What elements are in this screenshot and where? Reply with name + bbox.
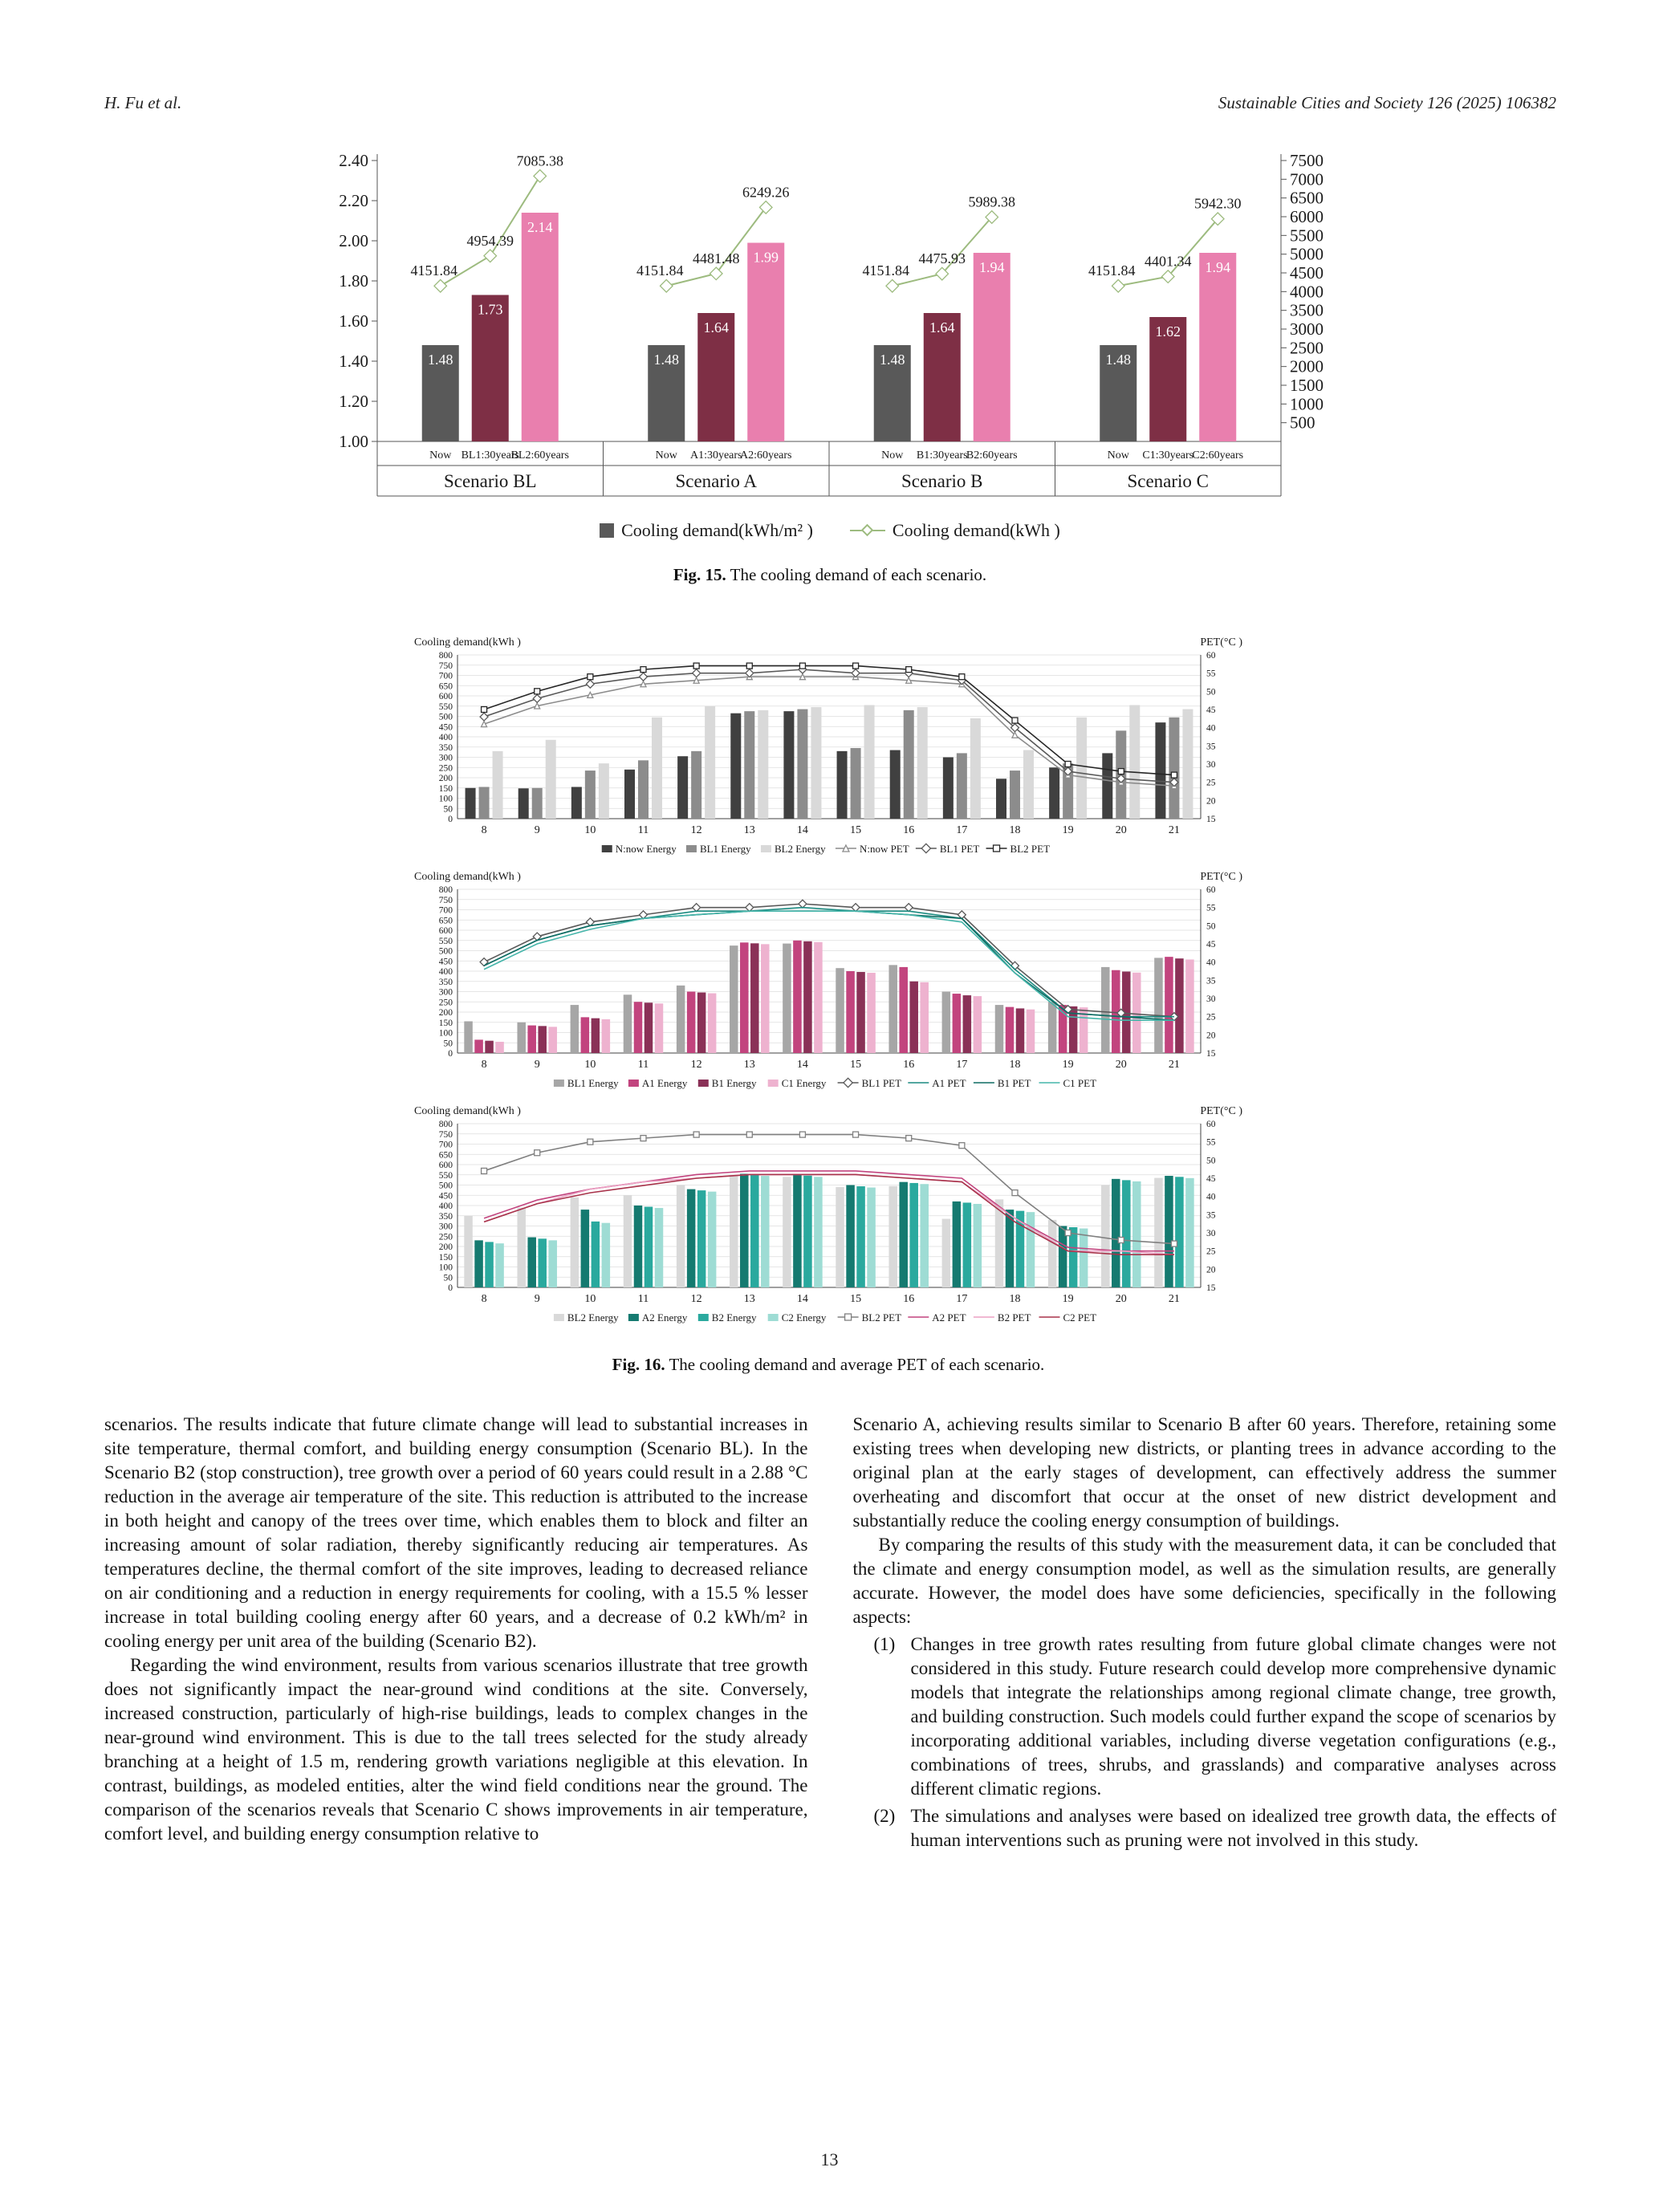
svg-text:350: 350 [438, 1211, 453, 1222]
svg-text:B1 Energy: B1 Energy [711, 1077, 757, 1089]
svg-text:30: 30 [1206, 994, 1216, 1004]
svg-text:18: 18 [1009, 1293, 1021, 1305]
svg-text:300: 300 [438, 987, 453, 998]
svg-text:500: 500 [1290, 413, 1315, 433]
svg-text:450: 450 [438, 957, 453, 967]
svg-text:3000: 3000 [1290, 319, 1324, 339]
svg-text:PET(°C ): PET(°C ) [1200, 636, 1242, 649]
svg-text:7000: 7000 [1290, 169, 1324, 189]
svg-text:19: 19 [1062, 1293, 1074, 1305]
svg-text:Scenario B: Scenario B [901, 471, 983, 491]
svg-text:B2:60years: B2:60years [966, 449, 1018, 462]
svg-text:21: 21 [1168, 1059, 1180, 1071]
svg-text:1500: 1500 [1290, 376, 1324, 395]
svg-text:1.48: 1.48 [428, 352, 453, 368]
svg-text:400: 400 [438, 1202, 453, 1211]
svg-text:4481.48: 4481.48 [693, 250, 740, 266]
svg-text:4151.84: 4151.84 [636, 262, 684, 279]
svg-text:1.48: 1.48 [653, 352, 679, 368]
fig16-caption [411, 1355, 1246, 1375]
svg-text:BL2 Energy: BL2 Energy [567, 1311, 619, 1324]
svg-text:5000: 5000 [1290, 244, 1324, 264]
fig15-caption-text: The cooling demand of each scenario. [730, 565, 987, 584]
svg-text:BL1:30years: BL1:30years [461, 449, 519, 462]
svg-text:700: 700 [438, 671, 453, 681]
svg-text:1.80: 1.80 [339, 271, 368, 291]
svg-text:100: 100 [438, 1028, 453, 1039]
svg-text:B2 PET: B2 PET [997, 1311, 1031, 1324]
svg-text:1.20: 1.20 [339, 392, 368, 411]
svg-text:Cooling demand(kWh ): Cooling demand(kWh ) [414, 1105, 521, 1117]
svg-text:19: 19 [1062, 824, 1074, 836]
svg-text:11: 11 [637, 1293, 649, 1305]
svg-text:650: 650 [438, 681, 453, 692]
list-marker-2: (2) [873, 1806, 896, 1826]
body-text [104, 1413, 1556, 1852]
svg-text:300: 300 [438, 753, 453, 763]
svg-text:9: 9 [534, 1293, 540, 1305]
svg-text:15: 15 [850, 1293, 862, 1305]
svg-text:10: 10 [584, 1293, 596, 1305]
svg-text:1.00: 1.00 [339, 432, 368, 451]
svg-text:4151.84: 4151.84 [1088, 262, 1136, 279]
svg-text:0: 0 [448, 1283, 453, 1293]
svg-text:A1:30years: A1:30years [689, 449, 742, 462]
svg-text:C1:30years: C1:30years [1142, 449, 1194, 462]
svg-text:25: 25 [1206, 778, 1216, 788]
svg-text:200: 200 [438, 1008, 453, 1018]
svg-text:7085.38: 7085.38 [516, 152, 563, 169]
svg-text:750: 750 [438, 661, 453, 671]
svg-text:8: 8 [481, 824, 487, 836]
svg-text:35: 35 [1206, 976, 1216, 986]
bar-series [464, 941, 1193, 1053]
svg-text:550: 550 [438, 701, 453, 712]
svg-text:20: 20 [1115, 1293, 1127, 1305]
svg-text:6500: 6500 [1290, 188, 1324, 208]
svg-text:14: 14 [796, 824, 808, 836]
svg-text:450: 450 [438, 722, 453, 733]
svg-text:PET(°C ): PET(°C ) [1200, 871, 1242, 883]
list-marker-1: (1) [873, 1634, 896, 1654]
svg-text:8: 8 [481, 1059, 487, 1071]
svg-text:50: 50 [443, 1039, 453, 1049]
column-right [853, 1413, 1557, 1852]
svg-text:Now: Now [881, 449, 904, 462]
svg-text:10: 10 [584, 1059, 596, 1071]
fig15-caption [308, 565, 1352, 585]
bar [974, 253, 1010, 441]
fig15-group [1088, 196, 1243, 491]
line-series [480, 900, 1178, 1020]
svg-text:BL1 PET: BL1 PET [861, 1077, 902, 1089]
fig15-legend-item-line [850, 520, 1060, 541]
svg-text:50: 50 [1206, 687, 1216, 697]
svg-text:1.99: 1.99 [753, 249, 779, 266]
fig15-legend-line [850, 530, 885, 531]
paragraph-right-2: By comparing the results of this study with the measurement data, it can be concluded that the climate and energy consumption model, as well as the simulation results, are generally accurate. However, the model does have some deficiencies, specifically in the following aspects: [852, 1535, 1556, 1627]
svg-text:400: 400 [438, 733, 453, 742]
svg-text:50: 50 [443, 1273, 453, 1283]
svg-text:Cooling demand(kWh ): Cooling demand(kWh ) [414, 871, 521, 883]
svg-text:BL1 PET: BL1 PET [939, 843, 980, 855]
svg-text:A2 Energy: A2 Energy [641, 1311, 688, 1324]
fig15-legend-bar-swatch [600, 523, 614, 538]
fig15-legend [308, 520, 1352, 541]
svg-text:B2 Energy: B2 Energy [711, 1311, 757, 1324]
svg-text:50: 50 [443, 804, 453, 815]
svg-text:Scenario C: Scenario C [1127, 471, 1210, 491]
svg-text:B1 PET: B1 PET [997, 1077, 1031, 1089]
svg-text:17: 17 [956, 1293, 968, 1305]
svg-text:45: 45 [1206, 940, 1216, 949]
svg-text:4401.34: 4401.34 [1145, 253, 1192, 270]
svg-text:4151.84: 4151.84 [410, 262, 457, 279]
svg-text:A1 PET: A1 PET [932, 1077, 966, 1089]
svg-text:40: 40 [1206, 723, 1216, 734]
svg-text:15: 15 [1206, 815, 1216, 824]
list-item-2 [853, 1804, 1557, 1852]
svg-text:9: 9 [534, 824, 540, 836]
svg-text:C1 Energy: C1 Energy [781, 1077, 827, 1089]
svg-text:1.94: 1.94 [1205, 259, 1230, 275]
svg-text:BL1 Energy: BL1 Energy [699, 843, 751, 855]
svg-text:N:now Energy: N:now Energy [615, 843, 677, 855]
svg-text:500: 500 [438, 1181, 453, 1191]
svg-text:350: 350 [438, 977, 453, 987]
list-item-1 [853, 1633, 1557, 1801]
fig16-chart-2 [411, 868, 1246, 1103]
svg-text:600: 600 [438, 692, 453, 701]
fig15-group [863, 193, 1018, 491]
column-left [104, 1413, 808, 1852]
svg-text:17: 17 [956, 824, 968, 836]
svg-text:A2 PET: A2 PET [932, 1311, 966, 1324]
svg-text:15: 15 [1206, 1049, 1216, 1059]
svg-text:8: 8 [481, 1293, 487, 1305]
svg-text:20: 20 [1115, 824, 1127, 836]
bar [522, 213, 559, 441]
svg-text:21: 21 [1168, 824, 1180, 836]
paragraph-left-2: Regarding the wind environment, results from various scenarios illustrate that tree growth does not significantly impact the near-ground wind conditions at the site. Conversely, increased construction, particularly of high-rise buildings, leads to complex changes in the near-ground wind environment. This is due to the tall trees selected for the study already branching at a height of 1.5 m, rendering growth variations negligible at this elevation. In contrast, buildings, as modeled entities, alter the wind field conditions near the ground. The comparison of the scenarios reveals that Scenario C shows improvements in air temperature, comfort level, and building energy consumption relative to [104, 1655, 808, 1844]
svg-text:C2:60years: C2:60years [1192, 449, 1244, 462]
svg-text:650: 650 [438, 1150, 453, 1161]
svg-text:20: 20 [1115, 1059, 1127, 1071]
svg-text:BL2 PET: BL2 PET [1010, 843, 1051, 855]
svg-text:1.48: 1.48 [1105, 352, 1131, 368]
fig15-caption-label: Fig. 15. [673, 565, 726, 584]
svg-text:PET(°C ): PET(°C ) [1200, 1105, 1242, 1117]
svg-text:35: 35 [1206, 1210, 1216, 1221]
bar [1199, 253, 1236, 441]
svg-text:4151.84: 4151.84 [862, 262, 909, 279]
svg-text:20: 20 [1206, 1031, 1216, 1041]
svg-text:N:now PET: N:now PET [859, 843, 909, 855]
svg-text:Now: Now [1107, 449, 1129, 462]
header-journal: Sustainable Cities and Society 126 (2025) 106382 [1218, 93, 1556, 112]
svg-text:C2 Energy: C2 Energy [781, 1311, 827, 1324]
svg-text:50: 50 [1206, 921, 1216, 932]
svg-text:750: 750 [438, 1129, 453, 1140]
svg-text:16: 16 [903, 824, 915, 836]
svg-text:550: 550 [438, 936, 453, 946]
svg-text:30: 30 [1206, 1229, 1216, 1238]
diamond-marker-icon [861, 524, 874, 537]
svg-text:12: 12 [690, 1293, 702, 1305]
svg-text:45: 45 [1206, 705, 1216, 715]
fig15-legend-line-label: Cooling demand(kWh ) [892, 520, 1060, 540]
svg-text:6000: 6000 [1290, 207, 1324, 226]
list-text-2: The simulations and analyses were based on idealized tree growth data, the effects of human interventions such as pruning were not involved in this study. [910, 1806, 1556, 1850]
svg-text:55: 55 [1206, 669, 1216, 679]
svg-text:16: 16 [903, 1293, 915, 1305]
svg-text:Now: Now [429, 449, 452, 462]
svg-text:1000: 1000 [1290, 394, 1324, 414]
svg-text:12: 12 [690, 1059, 702, 1071]
svg-text:30: 30 [1206, 760, 1216, 770]
line-series [480, 663, 1178, 789]
svg-text:BL2 Energy: BL2 Energy [774, 843, 826, 855]
svg-text:60: 60 [1206, 651, 1216, 661]
svg-text:800: 800 [438, 885, 453, 895]
svg-text:BL2:60years: BL2:60years [510, 449, 569, 462]
svg-text:400: 400 [438, 967, 453, 977]
svg-text:11: 11 [637, 824, 649, 836]
bar-series [466, 705, 1193, 819]
svg-text:55: 55 [1206, 1137, 1216, 1148]
svg-text:13: 13 [743, 1059, 755, 1071]
svg-text:4475.93: 4475.93 [918, 250, 966, 267]
svg-text:10: 10 [584, 824, 596, 836]
svg-text:1.64: 1.64 [929, 319, 955, 335]
chart-legend [602, 843, 1050, 855]
fig15-chart [308, 143, 1352, 512]
svg-text:50: 50 [1206, 1156, 1216, 1166]
svg-text:1.40: 1.40 [339, 352, 368, 371]
svg-text:2.20: 2.20 [339, 191, 368, 210]
header-authors: H. Fu et al. [104, 93, 182, 112]
svg-text:Scenario A: Scenario A [675, 471, 758, 491]
svg-text:0: 0 [448, 815, 453, 824]
svg-text:500: 500 [438, 712, 453, 722]
chart-legend [554, 1077, 1096, 1089]
svg-text:14: 14 [796, 1293, 808, 1305]
fig15-legend-item-bar [600, 520, 813, 541]
svg-text:450: 450 [438, 1191, 453, 1202]
svg-text:200: 200 [438, 774, 453, 783]
svg-text:150: 150 [438, 783, 453, 794]
svg-text:A2:60years: A2:60years [739, 449, 792, 462]
svg-text:4000: 4000 [1290, 282, 1324, 302]
svg-text:1.64: 1.64 [703, 319, 729, 335]
svg-text:600: 600 [438, 1161, 453, 1170]
svg-text:700: 700 [438, 905, 453, 916]
svg-text:5942.30: 5942.30 [1194, 195, 1242, 212]
page-header [104, 93, 1556, 113]
svg-text:B1:30years: B1:30years [916, 449, 968, 462]
svg-text:0: 0 [448, 1049, 453, 1059]
svg-text:15: 15 [850, 1059, 862, 1071]
svg-text:35: 35 [1206, 742, 1216, 752]
svg-text:350: 350 [438, 742, 453, 753]
svg-text:16: 16 [903, 1059, 915, 1071]
svg-text:14: 14 [796, 1059, 808, 1071]
fig15-legend-bar-label: Cooling demand(kWh/m² ) [621, 520, 813, 540]
svg-text:20: 20 [1206, 1265, 1216, 1275]
svg-text:2.00: 2.00 [339, 231, 368, 250]
svg-text:6249.26: 6249.26 [742, 184, 790, 201]
svg-text:4954.39: 4954.39 [466, 232, 514, 249]
svg-text:12: 12 [690, 824, 702, 836]
svg-text:55: 55 [1206, 903, 1216, 913]
svg-text:4500: 4500 [1290, 263, 1324, 283]
svg-text:7500: 7500 [1290, 151, 1324, 170]
svg-text:2000: 2000 [1290, 356, 1324, 376]
svg-text:20: 20 [1206, 796, 1216, 807]
svg-text:1.94: 1.94 [979, 259, 1005, 275]
svg-text:1.62: 1.62 [1155, 323, 1181, 340]
svg-text:18: 18 [1009, 1059, 1021, 1071]
svg-text:1.48: 1.48 [880, 352, 905, 368]
svg-text:45: 45 [1206, 1174, 1216, 1184]
svg-text:15: 15 [850, 824, 862, 836]
svg-text:25: 25 [1206, 1012, 1216, 1023]
svg-text:C2 PET: C2 PET [1063, 1311, 1097, 1324]
svg-text:18: 18 [1009, 824, 1021, 836]
fig16-chart-1 [411, 634, 1246, 868]
fig15-group [636, 184, 792, 491]
svg-text:60: 60 [1206, 885, 1216, 895]
svg-text:150: 150 [438, 1018, 453, 1028]
svg-text:300: 300 [438, 1222, 453, 1232]
svg-text:40: 40 [1206, 958, 1216, 968]
svg-text:800: 800 [438, 651, 453, 661]
svg-text:17: 17 [956, 1059, 968, 1071]
svg-text:Now: Now [655, 449, 677, 462]
svg-text:5500: 5500 [1290, 226, 1324, 246]
svg-text:13: 13 [743, 824, 755, 836]
svg-text:2.14: 2.14 [527, 219, 553, 235]
svg-text:Scenario BL: Scenario BL [443, 471, 537, 491]
svg-text:40: 40 [1206, 1192, 1216, 1202]
svg-text:1.73: 1.73 [478, 301, 503, 318]
svg-text:C1 PET: C1 PET [1063, 1077, 1097, 1089]
svg-text:2.40: 2.40 [339, 151, 368, 170]
fig16-caption-label: Fig. 16. [612, 1355, 665, 1374]
svg-text:19: 19 [1062, 1059, 1074, 1071]
svg-text:650: 650 [438, 916, 453, 926]
svg-text:500: 500 [438, 946, 453, 957]
svg-text:1.60: 1.60 [339, 311, 368, 331]
svg-text:150: 150 [438, 1252, 453, 1263]
paragraph-left-1: scenarios. The results indicate that future climate change will lead to substantial increases in site temperature, thermal comfort, and building energy consumption (Scenario BL). In the Scenario B2 (stop construction), tree growth over a period of 60 years could result in a 2.88 °C reduction in the average air temperature of the site. This reduction is attributed to the increase in both height and canopy of the trees over time, which enables them to block and filter an increasing amount of solar radiation, thereby significantly reducing air temperatures. As temperatures decline, the thermal comfort of the site improves, leading to decreased reliance on air conditioning and a reduction in energy requirements for cooling, with a 15.5 % lesser increase in total building cooling energy after 60 years, and a decrease of 0.2 kWh/m² in cooling energy per unit area of the building (Scenario B2). [104, 1414, 808, 1651]
svg-text:100: 100 [438, 794, 453, 804]
svg-text:550: 550 [438, 1170, 453, 1181]
svg-text:2500: 2500 [1290, 338, 1324, 358]
paragraph-right-1: Scenario A, achieving results similar to Scenario B after 60 years. Therefore, retaining some existing trees when developing new districts, or planting trees in advance according to the original plan at the early stages of development, can effectively address the summer overheating and discomfort that occur at the onset of new district development and substantially reduce the cooling energy consumption of buildings. [852, 1414, 1556, 1531]
figure-16 [411, 634, 1246, 1375]
svg-text:700: 700 [438, 1140, 453, 1150]
bar-series [464, 1173, 1193, 1287]
svg-text:9: 9 [534, 1059, 540, 1071]
svg-text:250: 250 [438, 998, 453, 1008]
svg-text:Cooling demand(kWh ): Cooling demand(kWh ) [414, 636, 521, 649]
svg-text:BL2 PET: BL2 PET [861, 1311, 902, 1324]
svg-text:600: 600 [438, 926, 453, 936]
svg-text:13: 13 [743, 1293, 755, 1305]
svg-text:60: 60 [1206, 1120, 1216, 1129]
page-number: 13 [820, 2149, 839, 2169]
svg-text:5989.38: 5989.38 [968, 193, 1015, 210]
svg-text:250: 250 [438, 1232, 453, 1242]
svg-text:15: 15 [1206, 1283, 1216, 1293]
svg-text:200: 200 [438, 1242, 453, 1252]
list-text-1: Changes in tree growth rates resulting from future global climate changes were not considered in this study. Future research could develop more comprehensive dynamic models that integrate the relationships among regional climate change, tree growth, and building construction. Such models could further expand the scope of scenarios by incorporating additional variables, including diverse vegetation configurations (e.g., combinations of trees, shrubs, and grasslands) and comparative analyses across different climatic regions. [910, 1634, 1556, 1799]
fig16-caption-text: The cooling demand and average PET of each scenario. [669, 1355, 1045, 1374]
svg-text:100: 100 [438, 1263, 453, 1273]
svg-text:BL1 Energy: BL1 Energy [567, 1077, 619, 1089]
svg-text:11: 11 [637, 1059, 649, 1071]
svg-text:25: 25 [1206, 1246, 1216, 1257]
svg-text:250: 250 [438, 763, 453, 774]
svg-text:750: 750 [438, 895, 453, 905]
fig16-chart-3 [411, 1103, 1246, 1337]
svg-text:3500: 3500 [1290, 300, 1324, 320]
svg-text:800: 800 [438, 1120, 453, 1129]
svg-text:A1 Energy: A1 Energy [641, 1077, 688, 1089]
figure-15 [308, 143, 1352, 585]
fig15-group [411, 152, 569, 491]
bar [747, 243, 784, 442]
chart-legend [554, 1311, 1096, 1324]
svg-text:21: 21 [1168, 1293, 1180, 1305]
